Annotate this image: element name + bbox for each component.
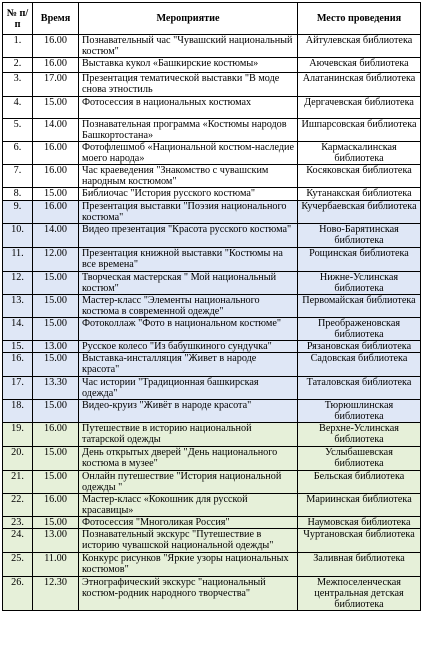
- row-place: Мариинская библиотека: [298, 494, 421, 517]
- row-time: 16.00: [33, 35, 79, 58]
- table-row: [3, 119, 421, 142]
- row-time: 16.00: [33, 58, 79, 73]
- row-time: 15.00: [33, 471, 79, 494]
- row-time: 15.00: [33, 447, 79, 471]
- row-number: 13.: [3, 295, 33, 318]
- row-number: 2.: [3, 58, 33, 73]
- row-number: 24.: [3, 529, 33, 553]
- header-place: Место проведения: [298, 3, 421, 35]
- row-number: 11.: [3, 248, 33, 272]
- row-event: Фотосессия "Многоликая Россия": [79, 517, 298, 529]
- row-event: Час краеведения "Знакомство с чувашским народным костюмом": [79, 165, 298, 188]
- row-time: 16.00: [33, 494, 79, 517]
- table-row: [3, 201, 421, 224]
- row-number: 9.: [3, 201, 33, 224]
- row-place: Преображеновская библиотека: [298, 318, 421, 341]
- row-place: Алатанинская библиотека: [298, 73, 421, 97]
- table-row: [3, 377, 421, 400]
- table-row: [3, 188, 421, 201]
- table-row: [3, 272, 421, 295]
- row-event: Библиочас "История русского костюма": [79, 188, 298, 201]
- row-number: 26.: [3, 577, 33, 611]
- row-event: Презентация выставки "Поэзия национального костюма": [79, 201, 298, 224]
- row-event: Фотоколлаж "Фото в национальном костюме": [79, 318, 298, 341]
- row-place: Чуртановская библиотека: [298, 529, 421, 553]
- row-event: Конкурс рисунков "Яркие узоры национальных костюмов": [79, 553, 298, 577]
- table-row: [3, 35, 421, 58]
- row-event: Презентация книжной выставки "Костюмы на все времена": [79, 248, 298, 272]
- row-time: 15.00: [33, 97, 79, 119]
- row-time: 15.00: [33, 272, 79, 295]
- table-body: [3, 35, 421, 611]
- table-row: [3, 553, 421, 577]
- row-time: 16.00: [33, 423, 79, 447]
- row-place: Первомайская библиотека: [298, 295, 421, 318]
- row-place: Тюрюшлинская библиотека: [298, 400, 421, 423]
- events-document: [2, 2, 420, 611]
- row-number: 1.: [3, 35, 33, 58]
- row-time: 12.30: [33, 577, 79, 611]
- row-event: Мастер-класс "Элементы национального костюма в современной одежде": [79, 295, 298, 318]
- table-header: [3, 3, 421, 35]
- row-place: Услыбашевская библиотека: [298, 447, 421, 471]
- header-time: Время: [33, 3, 79, 35]
- table-row: [3, 97, 421, 119]
- row-number: 6.: [3, 142, 33, 165]
- row-time: 15.00: [33, 318, 79, 341]
- row-place: Садовская библиотека: [298, 353, 421, 377]
- row-number: 10.: [3, 224, 33, 248]
- row-time: 13.00: [33, 341, 79, 353]
- table-row: [3, 295, 421, 318]
- row-event: Путешествие в историю национальной татарской одежды: [79, 423, 298, 447]
- row-number: 7.: [3, 165, 33, 188]
- events-table: [2, 2, 421, 611]
- row-time: 12.00: [33, 248, 79, 272]
- row-number: 22.: [3, 494, 33, 517]
- row-number: 20.: [3, 447, 33, 471]
- table-row: [3, 248, 421, 272]
- row-place: Косяковская библиотека: [298, 165, 421, 188]
- row-time: 16.00: [33, 142, 79, 165]
- row-place: Айтулевская библиотека: [298, 35, 421, 58]
- table-row: [3, 471, 421, 494]
- table-row: [3, 529, 421, 553]
- row-event: День открытых дверей "День национального костюма в музее": [79, 447, 298, 471]
- row-number: 5.: [3, 119, 33, 142]
- row-place: Заливная библиотека: [298, 553, 421, 577]
- row-time: 15.00: [33, 400, 79, 423]
- table-row: [3, 142, 421, 165]
- row-time: 14.00: [33, 119, 79, 142]
- row-time: 13.00: [33, 529, 79, 553]
- table-row: [3, 318, 421, 341]
- row-place: Рощинская библиотека: [298, 248, 421, 272]
- row-event: Творческая мастерская " Мой национальный костюм": [79, 272, 298, 295]
- row-place: Верхне-Услинская библиотека: [298, 423, 421, 447]
- row-event: Презентация тематической выставки "В моде снова этностиль: [79, 73, 298, 97]
- row-place: Кучербаевская библиотека: [298, 201, 421, 224]
- table-row: [3, 423, 421, 447]
- row-time: 14.00: [33, 224, 79, 248]
- row-place: Нижне-Услинская библиотека: [298, 272, 421, 295]
- row-event: Мастер-класс «Кокошник для русской красавицы»: [79, 494, 298, 517]
- row-place: Межпоселенческая центральная детская библиотека: [298, 577, 421, 611]
- row-event: Этнографический экскурс "национальный костюм-родник народного творчества": [79, 577, 298, 611]
- row-place: Дергачевская библиотека: [298, 97, 421, 119]
- row-place: Кутанакская библиотека: [298, 188, 421, 201]
- row-event: Познавательная программа «Костюмы народов Башкортостана»: [79, 119, 298, 142]
- table-row: [3, 400, 421, 423]
- row-time: 15.00: [33, 353, 79, 377]
- row-time: 13.30: [33, 377, 79, 400]
- row-event: Выставка кукол «Башкирские костюмы»: [79, 58, 298, 73]
- row-number: 15.: [3, 341, 33, 353]
- row-number: 8.: [3, 188, 33, 201]
- row-event: Фотосессия в национальных костюмах: [79, 97, 298, 119]
- table-row: [3, 165, 421, 188]
- table-row: [3, 447, 421, 471]
- header-event: Мероприятие: [79, 3, 298, 35]
- row-number: 4.: [3, 97, 33, 119]
- table-row: [3, 341, 421, 353]
- row-event: Познавательный экскурс "Путешествие в историю чувашской национальной одежды": [79, 529, 298, 553]
- row-time: 15.00: [33, 188, 79, 201]
- row-number: 25.: [3, 553, 33, 577]
- row-number: 23.: [3, 517, 33, 529]
- row-number: 19.: [3, 423, 33, 447]
- row-event: Видео презентация "Красота русского костюма": [79, 224, 298, 248]
- table-row: [3, 517, 421, 529]
- row-time: 15.00: [33, 517, 79, 529]
- row-event: Час истории "Традиционная башкирская одежда": [79, 377, 298, 400]
- row-time: 11.00: [33, 553, 79, 577]
- row-place: Наумовская библиотека: [298, 517, 421, 529]
- row-number: 18.: [3, 400, 33, 423]
- table-row: [3, 577, 421, 611]
- table-row: [3, 224, 421, 248]
- row-place: Таталовская библиотека: [298, 377, 421, 400]
- row-number: 12.: [3, 272, 33, 295]
- header-number: № п/п: [3, 3, 33, 35]
- row-number: 16.: [3, 353, 33, 377]
- row-event: Познавательный час "Чувашский национальный костюм": [79, 35, 298, 58]
- row-event: Фотофлешмоб «Национальной костюм-наследие моего народа»: [79, 142, 298, 165]
- table-row: [3, 494, 421, 517]
- table-row: [3, 58, 421, 73]
- row-event: Видео-круиз "Живёт в народе красота": [79, 400, 298, 423]
- row-number: 3.: [3, 73, 33, 97]
- row-time: 16.00: [33, 165, 79, 188]
- row-place: Рязановская библиотека: [298, 341, 421, 353]
- row-number: 14.: [3, 318, 33, 341]
- row-number: 17.: [3, 377, 33, 400]
- row-place: Ново-Барятинская библиотека: [298, 224, 421, 248]
- row-place: Аючевская библиотека: [298, 58, 421, 73]
- row-event: Выставка-инсталляция "Живет в народе красота": [79, 353, 298, 377]
- row-time: 17.00: [33, 73, 79, 97]
- row-place: Ишпарсовская библиотека: [298, 119, 421, 142]
- row-number: 21.: [3, 471, 33, 494]
- row-time: 16.00: [33, 201, 79, 224]
- row-place: Бельская библиотека: [298, 471, 421, 494]
- row-event: Онлайн путешествие "История национальной одежды ": [79, 471, 298, 494]
- row-event: Русское колесо "Из бабушкиного сундучка": [79, 341, 298, 353]
- table-row: [3, 353, 421, 377]
- row-time: 15.00: [33, 295, 79, 318]
- row-place: Кармаскалинская библиотека: [298, 142, 421, 165]
- table-row: [3, 73, 421, 97]
